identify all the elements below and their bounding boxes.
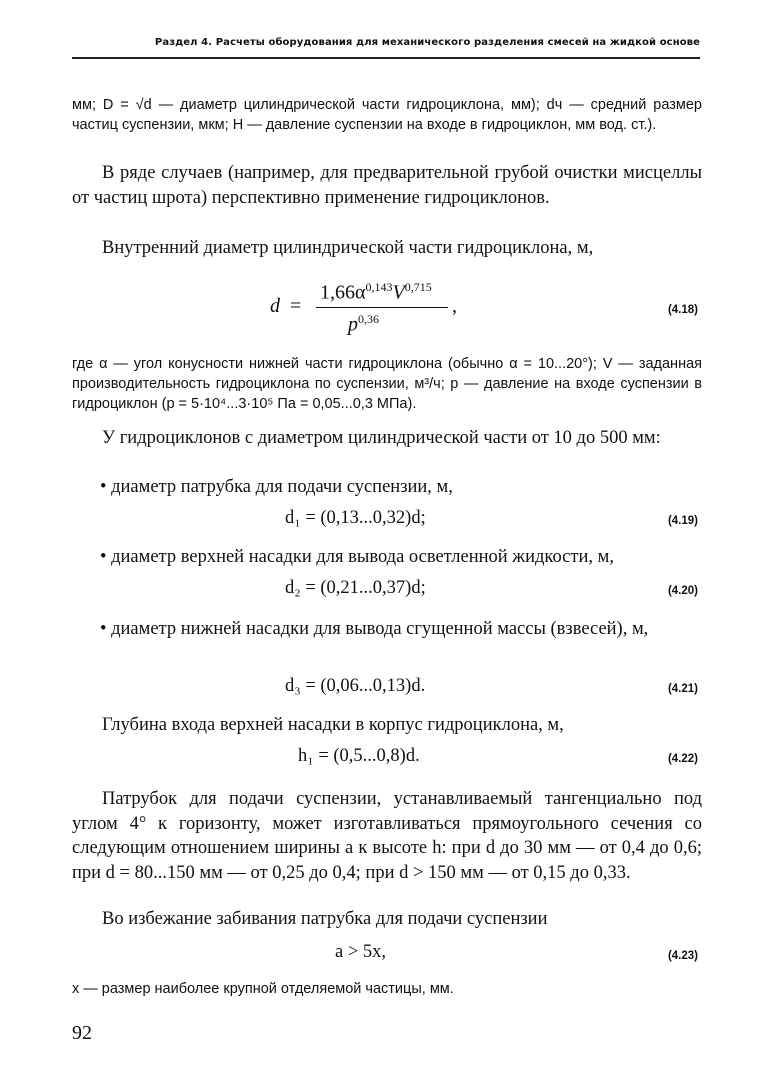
header-rule <box>72 57 700 59</box>
paragraph-clogging: Во избежание забивания патрубка для подачи суспензии <box>102 909 548 929</box>
bullet-lower-nozzle: • диаметр нижней насадки для вывода сгущенной массы (взвесей), м, <box>100 619 649 639</box>
paragraph-nozzle-depth: Глубина входа верхней насадки в корпус гидроциклона, м, <box>102 715 564 735</box>
formula-4-19: d₁ = (0,13...0,32)d; <box>285 508 426 528</box>
formula-4-23: a > 5x, <box>335 942 387 962</box>
equation-number-4-20: (4.20) <box>667 585 698 597</box>
formula-4-22: h₁ = (0,5...0,8)d. <box>298 746 420 766</box>
p-exponent: 0,36 <box>358 312 379 326</box>
formula-denominator <box>348 312 379 337</box>
formula-4-21: d₃ = (0,06...0,13)d. <box>285 676 426 696</box>
formula-equals: = <box>290 295 302 317</box>
bullet-inlet-pipe: • диаметр патрубка для подачи суспензии, м, <box>100 477 453 497</box>
v-exponent: 0,715 <box>404 280 432 294</box>
page-number: 92 <box>72 1022 92 1044</box>
bullet-upper-nozzle: • диаметр верхней насадки для вывода осветленной жидкости, м, <box>100 547 614 567</box>
numerator-coefficient: 1,66α <box>320 281 366 304</box>
legend-formula-4-23: x — размер наиболее крупной отделяемой частицы, мм. <box>72 981 454 997</box>
paragraph-inner-diameter: Внутренний диаметр цилиндрической части гидроциклона, м, <box>102 238 594 258</box>
paragraph-inlet-pipe-shape: Патрубок для подачи суспензии, устанавливаемый тангенциально под углом 4° к горизонту, может изготавливаться прямоугольного сечения со следующим отношением ширины a к высоте h: при d до 30 мм — от 0,4 до 0,6; при d = 80...150 мм — от 0,25 до 0,4; при d > 150 мм — от 0,15 до 0,33. <box>72 789 702 883</box>
paragraph-hydrocyclone-use: В ряде случаев (например, для предварительной грубой очистки мисцеллы от частиц шрота) перспективно применение гидроциклонов. <box>72 163 702 208</box>
formula-4-18 <box>270 270 470 340</box>
equation-number-4-19: (4.19) <box>667 515 698 527</box>
legend-formula-4-18: где α — угол конусности нижней части гидроциклона (обычно α = 10...20°); V — заданная производительность гидроциклона по суспензии, м³/ч; p — давление на входе суспензии в гидроциклон (p = 5·10⁴...3·10⁵ Па = 0,05...0,3 МПа). <box>72 356 702 412</box>
equation-number-4-22: (4.22) <box>667 753 698 765</box>
running-header: Раздел 4. Расчеты оборудования для механического разделения смесей на жидкой основе <box>154 37 700 48</box>
equation-number-4-23: (4.23) <box>667 950 698 962</box>
formula-4-20: d₂ = (0,21...0,37)d; <box>285 578 426 598</box>
equation-number-4-21: (4.21) <box>667 683 698 695</box>
formula-numerator <box>320 280 432 305</box>
legend-continued: мм; D = √d — диаметр цилиндрической части гидроциклона, мм); dч — средний размер частиц суспензии, мкм; H — давление суспензии на входе в гидроциклон, мм вод. ст.). <box>72 97 702 133</box>
paragraph-diameter-range: У гидроциклонов с диаметром цилиндрической части от 10 до 500 мм: <box>102 428 661 448</box>
denominator-p: p <box>348 313 358 336</box>
formula-lhs: d <box>270 295 280 317</box>
numerator-v: V <box>392 281 405 304</box>
fraction-bar <box>316 307 448 308</box>
formula-comma: , <box>452 295 457 317</box>
alpha-exponent: 0,143 <box>365 280 393 294</box>
equation-number-4-18: (4.18) <box>667 304 698 316</box>
